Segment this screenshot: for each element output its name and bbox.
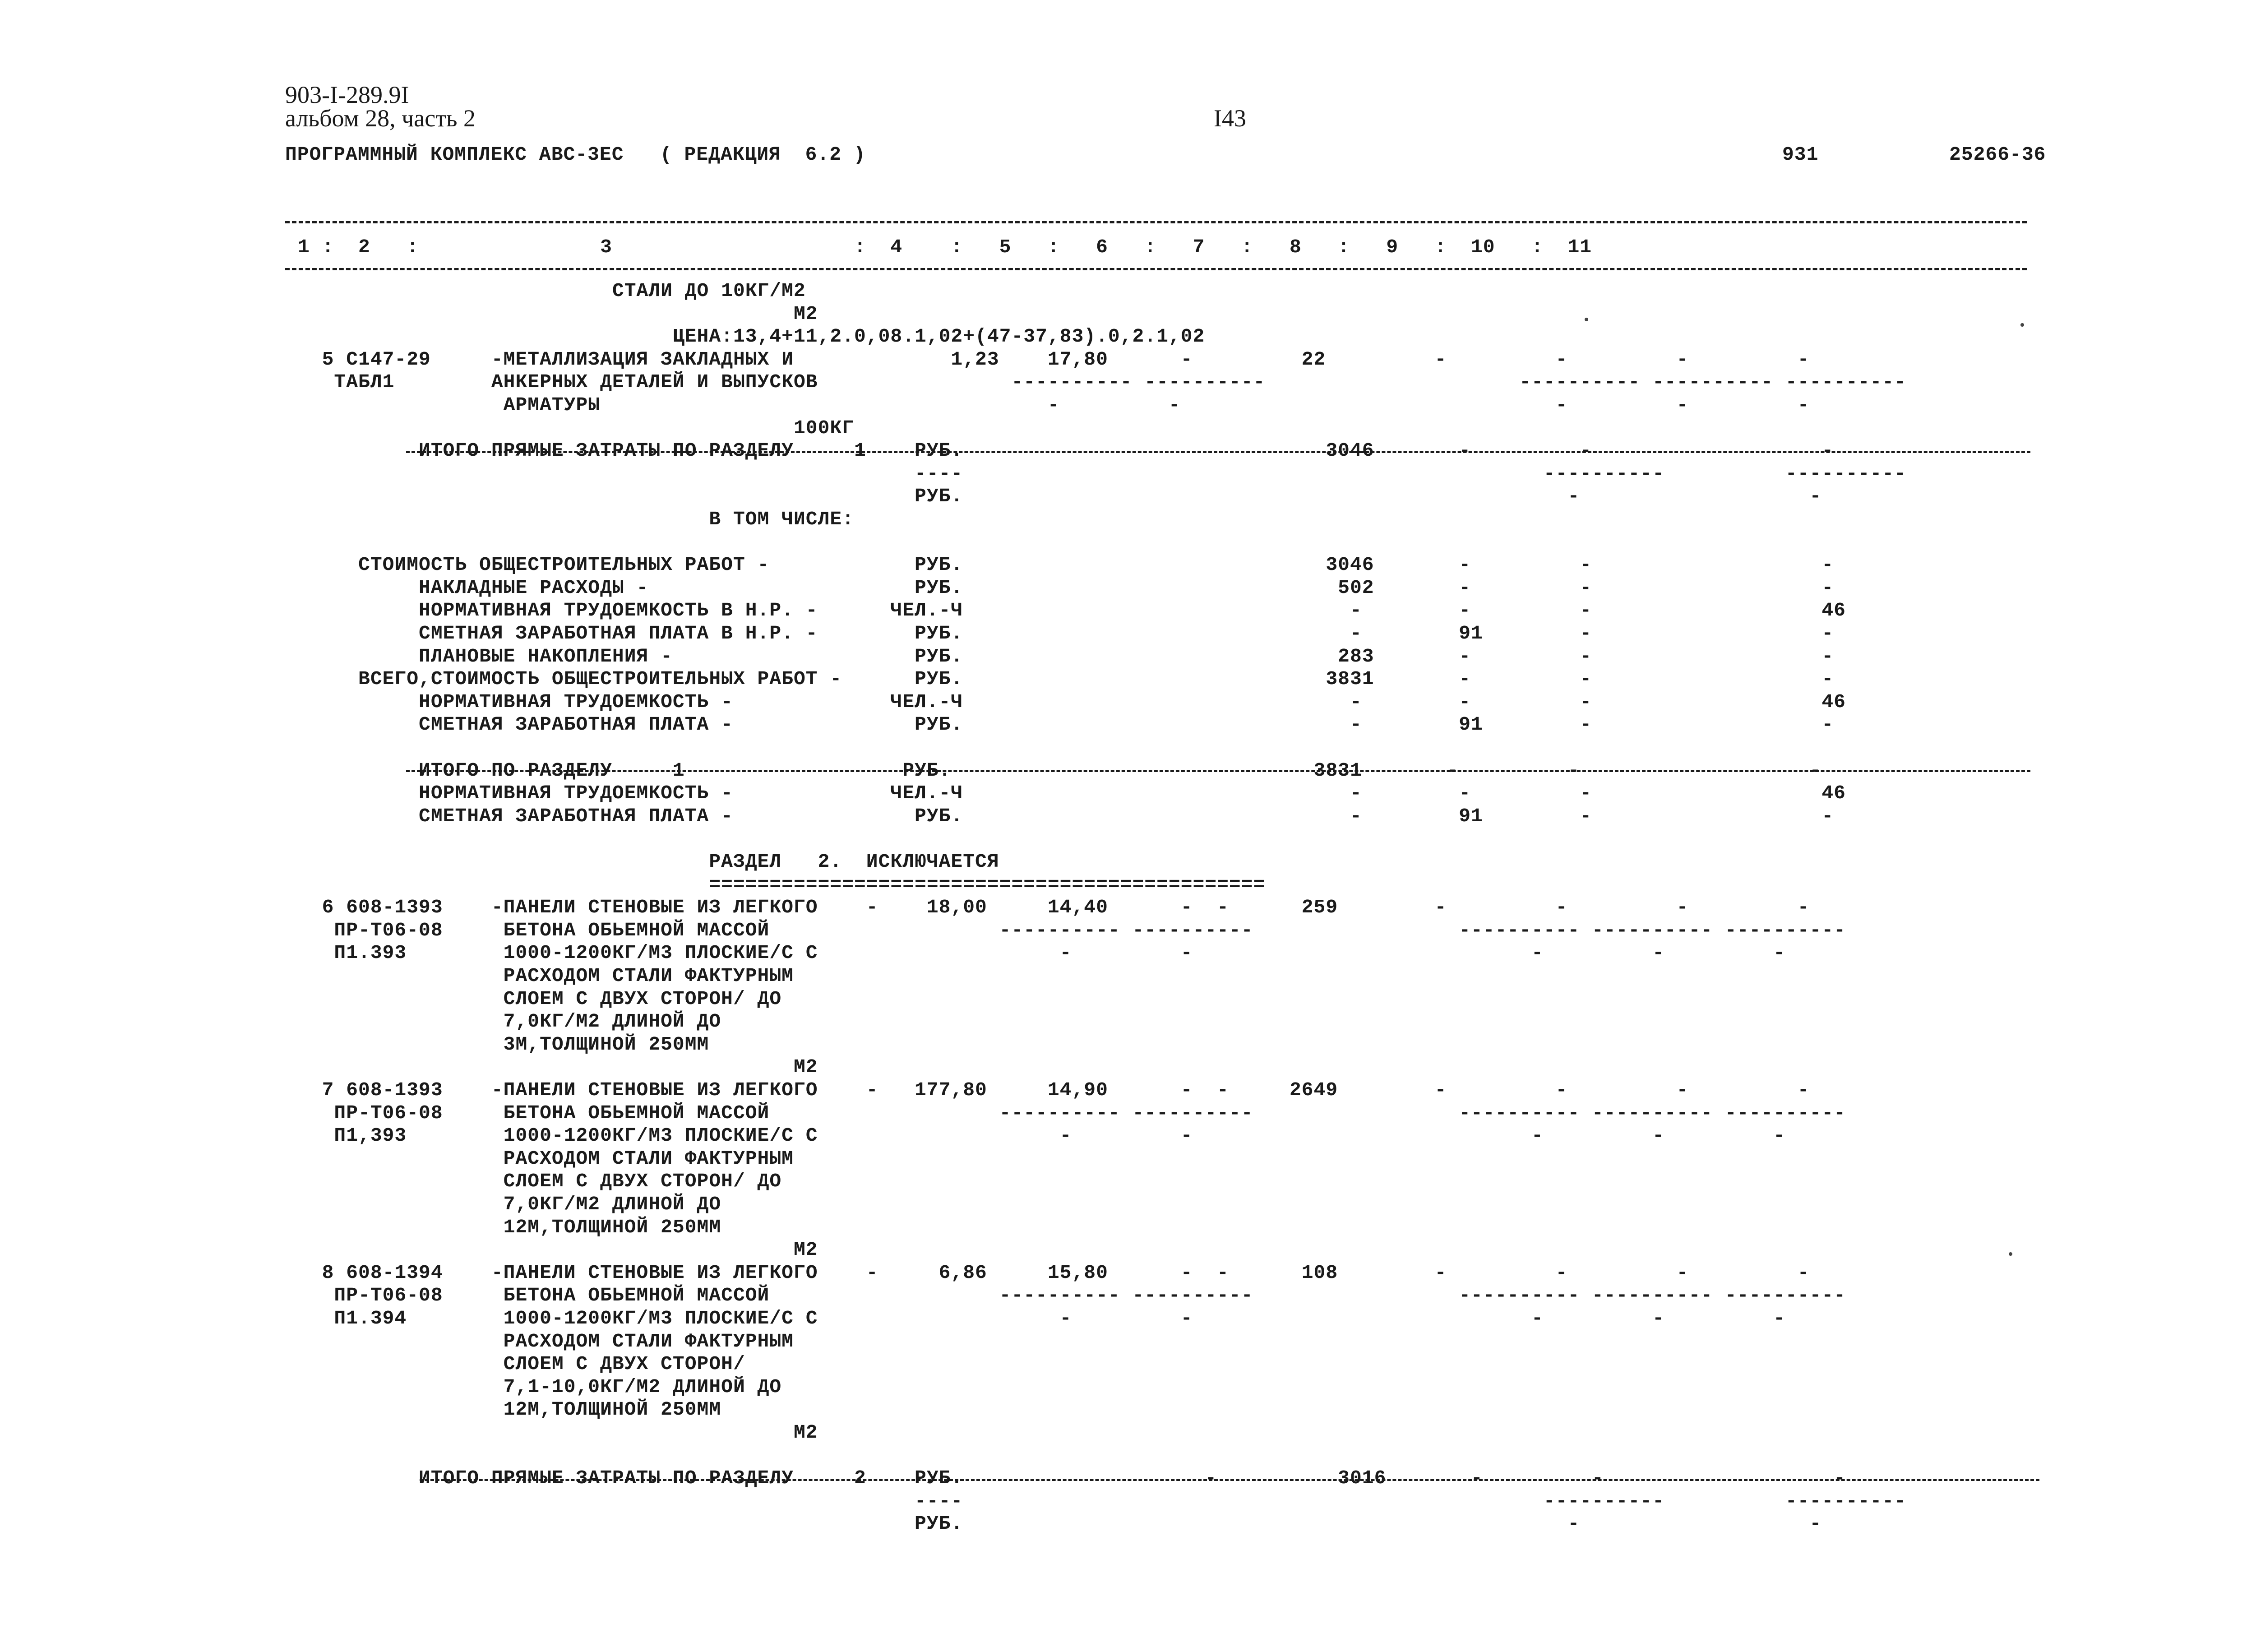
table-line: СЛОЕМ С ДВУХ СТОРОН/ ДО (298, 988, 782, 1010)
table-line: 6 608-1393 -ПАНЕЛИ СТЕНОВЫЕ ИЗ ЛЕГКОГО - 18,00 14,40 - - 259 - - - - (298, 896, 1810, 918)
table-line: ============================================== (298, 874, 1266, 896)
column-header: 1 : 2 : 3 : 4 : 5 : 6 : 7 : 8 : 9 : 10 : 11 (298, 236, 1592, 258)
table-line: ПР-Т06-08 БЕТОНА ОБЬЕМНОЙ МАССОЙ ---------- ---------- ---------- ---------- ---------- (298, 1284, 1846, 1306)
table-line: СМЕТНАЯ ЗАРАБОТНАЯ ПЛАТА - РУБ. - 91 - - (298, 805, 1834, 827)
table-line: СЛОЕМ С ДВУХ СТОРОН/ ДО (298, 1170, 782, 1192)
table-line: ---- ---------- ---------- (298, 463, 1906, 485)
table-line: М2 (298, 1239, 818, 1261)
table-line: НОРМАТИВНАЯ ТРУДОЕМКОСТЬ - ЧЕЛ.-Ч - - - 46 (298, 782, 1846, 804)
table-line: РАСХОДОМ СТАЛИ ФАКТУРНЫМ (298, 965, 794, 987)
table-line: М2 (298, 1421, 818, 1444)
page-number: I43 (1214, 105, 1246, 132)
section-rule (406, 770, 2030, 772)
table-line: ИТОГО ПРЯМЫЕ ЗАТРАТЫ ПО РАЗДЕЛУ 1 РУБ. 3046 - - - (298, 440, 1834, 462)
table-line: СМЕТНАЯ ЗАРАБОТНАЯ ПЛАТА - РУБ. - 91 - - (298, 713, 1834, 736)
table-line: ТАБЛ1 АНКЕРНЫХ ДЕТАЛЕЙ И ВЫПУСКОВ ---------- ---------- ---------- ---------- ---------- (298, 371, 1906, 393)
table-line: РАСХОДОМ СТАЛИ ФАКТУРНЫМ (298, 1330, 794, 1352)
table-line: ВСЕГО,СТОИМОСТЬ ОБЩЕСТРОИТЕЛЬНЫХ РАБОТ - РУБ. 3831 - - - (298, 668, 1834, 690)
table-line: ИТОГО ПО РАЗДЕЛУ 1 РУБ. 3831 - - - (298, 759, 1822, 782)
table-line: ПР-Т06-08 БЕТОНА ОБЬЕМНОЙ МАССОЙ ---------- ---------- ---------- ---------- ---------- (298, 919, 1846, 941)
scan-speck (2009, 1252, 2012, 1256)
table-line: М2 (298, 1056, 818, 1078)
table-line: РУБ. - - (298, 1513, 1822, 1535)
code-a: 931 (1782, 143, 1819, 166)
album-info: альбом 28, часть 2 (285, 105, 476, 132)
table-line: НАКЛАДНЫЕ РАСХОДЫ - РУБ. 502 - - - (298, 577, 1834, 599)
code-b: 25266-36 (1949, 143, 2046, 166)
table-line: В ТОМ ЧИСЛЕ: (298, 508, 854, 530)
table-line: 100КГ (298, 417, 854, 439)
table-line: М2 (298, 303, 818, 325)
table-line: П1.394 1000-1200КГ/М3 ПЛОСКИЕ/С С - - - - - (298, 1307, 1785, 1329)
table-line: 3М,ТОЛЩИНОЙ 250ММ (298, 1033, 709, 1055)
table-line: 12М,ТОЛЩИНОЙ 250ММ (298, 1216, 721, 1238)
table-line: 8 608-1394 -ПАНЕЛИ СТЕНОВЫЕ ИЗ ЛЕГКОГО - 6,86 15,80 - - 108 - - - - (298, 1262, 1810, 1284)
table-line: 12М,ТОЛЩИНОЙ 250ММ (298, 1398, 721, 1421)
section-rule (406, 451, 2030, 453)
table-line: РАЗДЕЛ 2. ИСКЛЮЧАЕТСЯ (298, 851, 999, 873)
table-line: ---- ---------- ---------- (298, 1490, 1906, 1512)
table-line: П1,393 1000-1200КГ/М3 ПЛОСКИЕ/С С - - - - - (298, 1124, 1785, 1147)
table-line: СЛОЕМ С ДВУХ СТОРОН/ (298, 1353, 745, 1375)
program-title: ПРОГРАММНЫЙ КОМПЛЕКС АВС-3ЕС ( РЕДАКЦИЯ 6.2 ) (285, 143, 866, 166)
table-line: 7,0КГ/М2 ДЛИНОЙ ДО (298, 1193, 721, 1215)
table-line: НОРМАТИВНАЯ ТРУДОЕМКОСТЬ - ЧЕЛ.-Ч - - - 46 (298, 691, 1846, 713)
doc-number: 903-I-289.9I (285, 81, 409, 108)
table-line: ПР-Т06-08 БЕТОНА ОБЬЕМНОЙ МАССОЙ ---------- ---------- ---------- ---------- ---------- (298, 1102, 1846, 1124)
scan-speck (1585, 318, 1588, 321)
table-line: П1.393 1000-1200КГ/М3 ПЛОСКИЕ/С С - - - - - (298, 942, 1785, 964)
table-line: ЦЕНА:13,4+11,2.0,08.1,02+(47-37,83).0,2.1,02 (298, 325, 1205, 347)
scan-speck (2020, 323, 2024, 327)
table-body (298, 0, 2238, 1652)
table-line: НОРМАТИВНАЯ ТРУДОЕМКОСТЬ В Н.Р. - ЧЕЛ.-Ч - - - 46 (298, 599, 1846, 621)
table-line: РУБ. - - (298, 485, 1822, 507)
table-line: 7,1-10,0КГ/М2 ДЛИНОЙ ДО (298, 1376, 782, 1398)
table-line: РАСХОДОМ СТАЛИ ФАКТУРНЫМ (298, 1148, 794, 1170)
table-line: ИТОГО ПРЯМЫЕ ЗАТРАТЫ ПО РАЗДЕЛУ 2 РУБ. - 3016 - - - (298, 1467, 1846, 1489)
table-line: СТОИМОСТЬ ОБЩЕСТРОИТЕЛЬНЫХ РАБОТ - РУБ. 3046 - - - (298, 554, 1834, 576)
table-line: СТАЛИ ДО 10КГ/М2 (298, 280, 806, 302)
table-line: АРМАТУРЫ - - - - - (298, 394, 1810, 416)
table-line: 7 608-1393 -ПАНЕЛИ СТЕНОВЫЕ ИЗ ЛЕГКОГО - 177,80 14,90 - - 2649 - - - - (298, 1079, 1810, 1101)
table-line: ПЛАНОВЫЕ НАКОПЛЕНИЯ - РУБ. 283 - - - (298, 645, 1834, 667)
table-line: СМЕТНАЯ ЗАРАБОТНАЯ ПЛАТА В Н.Р. - РУБ. - 91 - - (298, 622, 1834, 644)
table-line: 7,0КГ/М2 ДЛИНОЙ ДО (298, 1010, 721, 1032)
section-rule (420, 1479, 2039, 1481)
table-line: 5 С147-29 -МЕТАЛЛИЗАЦИЯ ЗАКЛАДНЫХ И 1,23 17,80 - 22 - - - - (298, 348, 1810, 370)
